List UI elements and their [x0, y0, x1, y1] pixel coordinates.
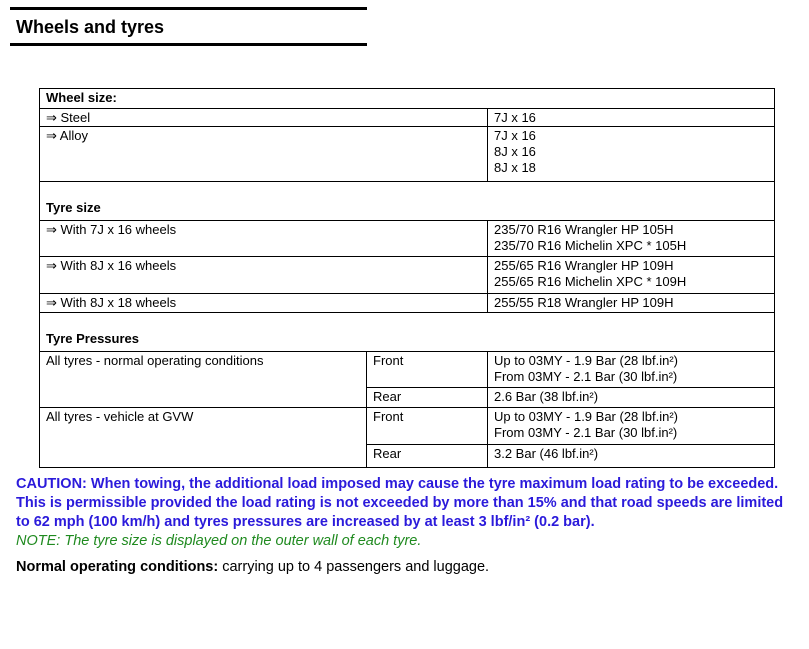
normal-conditions-text: carrying up to 4 passengers and luggage. — [218, 559, 490, 575]
section-title-tyre-size: Tyre size — [40, 182, 775, 221]
row-value: 255/65 R16 Wrangler HP 109H 255/65 R16 Michelin XPC * 109H — [488, 257, 775, 294]
heading-rule-top — [10, 7, 367, 10]
row-value: Up to 03MY - 1.9 Bar (28 lbf.in²) From 03MY - 2.1 Bar (30 lbf.in²) — [488, 408, 775, 445]
table-row — [40, 257, 775, 294]
table-row — [40, 127, 775, 182]
normal-conditions — [16, 558, 489, 577]
axle-label: Front — [367, 352, 488, 388]
table-row — [40, 182, 775, 221]
row-label: All tyres - vehicle at GVW — [40, 408, 367, 468]
axle-label: Rear — [367, 445, 488, 468]
notes-block — [16, 475, 796, 551]
row-value: 2.6 Bar (38 lbf.in²) — [488, 388, 775, 408]
row-label: ⇒ With 8J x 16 wheels — [40, 257, 488, 294]
table-row — [40, 221, 775, 257]
table-row — [40, 313, 775, 352]
row-value: 3.2 Bar (46 lbf.in²) — [488, 445, 775, 468]
axle-label: Front — [367, 408, 488, 445]
heading-rule-bottom — [10, 43, 367, 46]
row-value: Up to 03MY - 1.9 Bar (28 lbf.in²) From 03MY - 2.1 Bar (30 lbf.in²) — [488, 352, 775, 388]
row-label: ⇒ Alloy — [40, 127, 488, 182]
table-row — [40, 294, 775, 313]
note-text: NOTE: The tyre size is displayed on the outer wall of each tyre. — [16, 533, 422, 549]
table-row — [40, 109, 775, 127]
row-label: All tyres - normal operating conditions — [40, 352, 367, 408]
axle-label: Rear — [367, 388, 488, 408]
table-row — [40, 352, 775, 388]
table-row — [40, 89, 775, 109]
row-label: ⇒ Steel — [40, 109, 488, 127]
row-value: 7J x 16 — [488, 109, 775, 127]
row-value: 255/55 R18 Wrangler HP 109H — [488, 294, 775, 313]
section-title-tyre-pressures: Tyre Pressures — [40, 313, 775, 352]
caution-text: CAUTION: When towing, the additional load imposed may cause the tyre maximum load rating to be exceeded. This is permissible provided the load rating is not exceeded by more than 15% and that road speeds are limited to 62 mph (100 km/h) and tyres pressures are increased by at least 3 lbf/in² (0.2 bar). — [16, 476, 784, 530]
normal-conditions-label: Normal operating conditions: — [16, 559, 219, 575]
specification-table — [39, 88, 775, 468]
page-title: Wheels and tyres — [16, 17, 165, 37]
row-value: 235/70 R16 Wrangler HP 105H 235/70 R16 Michelin XPC * 105H — [488, 221, 775, 257]
row-label: ⇒ With 8J x 18 wheels — [40, 294, 488, 313]
row-value: 7J x 16 8J x 16 8J x 18 — [488, 127, 775, 182]
section-title-wheel-size: Wheel size: — [40, 89, 775, 109]
row-label: ⇒ With 7J x 16 wheels — [40, 221, 488, 257]
table-row — [40, 408, 775, 445]
